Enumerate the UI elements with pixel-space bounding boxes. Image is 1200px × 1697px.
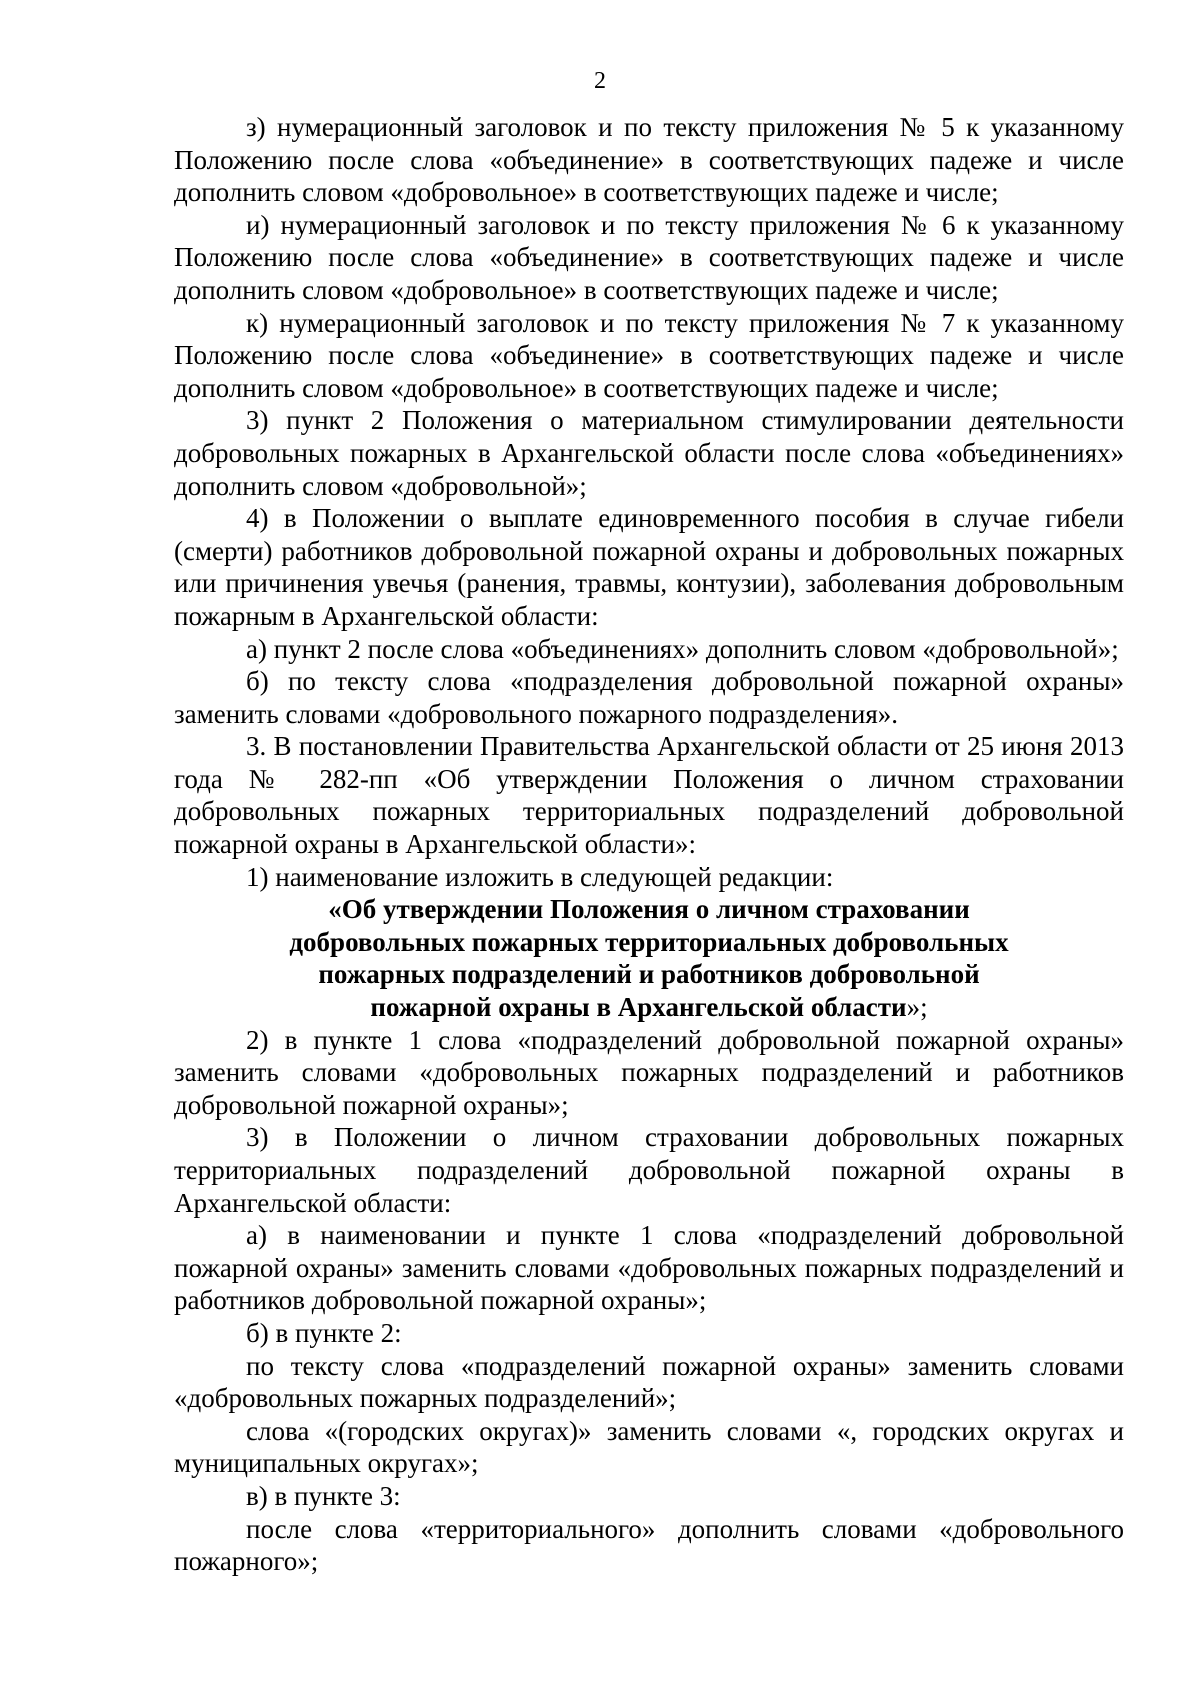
paragraph-item-4b: б) по тексту слова «подразделения добровольной пожарной охраны» заменить словами «добровольного пожарного подразделения». — [174, 666, 1124, 729]
paragraph-section-3-item-3b-text-2: слова «(городских округах)» заменить словами «, городских округах и муниципальных округах»; — [174, 1415, 1124, 1479]
paragraph-z: з) нумерационный заголовок и по тексту приложения № 5 к указанному Положению после слова «объединение» в соответствующих падеже и числе дополнить словом «добровольное» в соответствующих падеже и числе; — [174, 112, 1124, 208]
paragraph-i: и) нумерационный заголовок и по тексту приложения № 6 к указанному Положению после слова «объединение» в соответствующих падеже и числе дополнить словом «добровольное» в соответствующих падеже и числе; — [174, 209, 1124, 305]
paragraph-section-3-item-3b: б) в пункте 2: — [246, 1317, 402, 1348]
heading-line-3: пожарных подразделений и работников добровольной — [318, 959, 980, 990]
new-title-heading — [174, 893, 1124, 1023]
paragraph-item-4a: а) пункт 2 после слова «объединениях» дополнить словом «добровольной»; — [246, 633, 1119, 664]
paragraph-section-3-item-1: 1) наименование изложить в следующей редакции: — [246, 861, 834, 892]
paragraph-item-3: 3) пункт 2 Положения о материальном стимулировании деятельности добровольных пожарных в Архангельской области после слова «объединениях» дополнить словом «добровольной»; — [174, 405, 1124, 501]
paragraph-section-3-item-2: 2) в пункте 1 слова «подразделений добровольной пожарной охраны» заменить словами «добровольных пожарных подразделений и работников добровольной пожарной охраны»; — [174, 1024, 1124, 1120]
heading-line-4 — [174, 991, 1124, 1024]
page-number: 2 — [594, 68, 606, 94]
paragraph-section-3: 3. В постановлении Правительства Архангельской области от 25 июня 2013 года № 282-пп «Об утверждении Положения о личном страховании добровольных пожарных территориальных подразделений добровольной пожарной охраны в Архангельской области»: — [174, 731, 1124, 860]
paragraph-section-3-item-3v: в) в пункте 3: — [246, 1480, 401, 1511]
paragraph-item-4: 4) в Положении о выплате единовременного пособия в случае гибели (смерти) работников добровольной пожарной охраны и добровольных пожарных или причинения увечья (ранения, травмы, контузии), заболевания добровольным пожарным в Архангельской области: — [174, 503, 1124, 631]
paragraph-section-3-item-3v-text: после слова «территориального» дополнить словами «добровольного пожарного»; — [174, 1513, 1124, 1577]
heading-tail: »; — [906, 992, 928, 1023]
heading-line-1: «Об утверждении Положения о личном страховании — [328, 894, 970, 925]
paragraph-section-3-item-3b-text-1: по тексту слова «подразделений пожарной охраны» заменить словами «добровольных пожарных подразделений»; — [174, 1350, 1124, 1414]
heading-line-2: добровольных пожарных территориальных добровольных — [289, 926, 1009, 957]
heading-line-4-text: пожарной охраны в Архангельской области — [370, 992, 907, 1023]
paragraph-section-3-item-3a: а) в наименовании и пункте 1 слова «подразделений добровольной пожарной охраны» заменить словами «добровольных пожарных подразделений и работников добровольной пожарной охраны»; — [174, 1220, 1124, 1316]
paragraph-section-3-item-3: 3) в Положении о личном страховании добровольных пожарных территориальных подразделений добровольной пожарной охраны в Архангельской области: — [174, 1122, 1124, 1218]
paragraph-k: к) нумерационный заголовок и по тексту приложения № 7 к указанному Положению после слова «объединение» в соответствующих падеже и числе дополнить словом «добровольное» в соответствующих падеже и числе; — [174, 307, 1124, 403]
document-body — [174, 111, 1124, 1578]
